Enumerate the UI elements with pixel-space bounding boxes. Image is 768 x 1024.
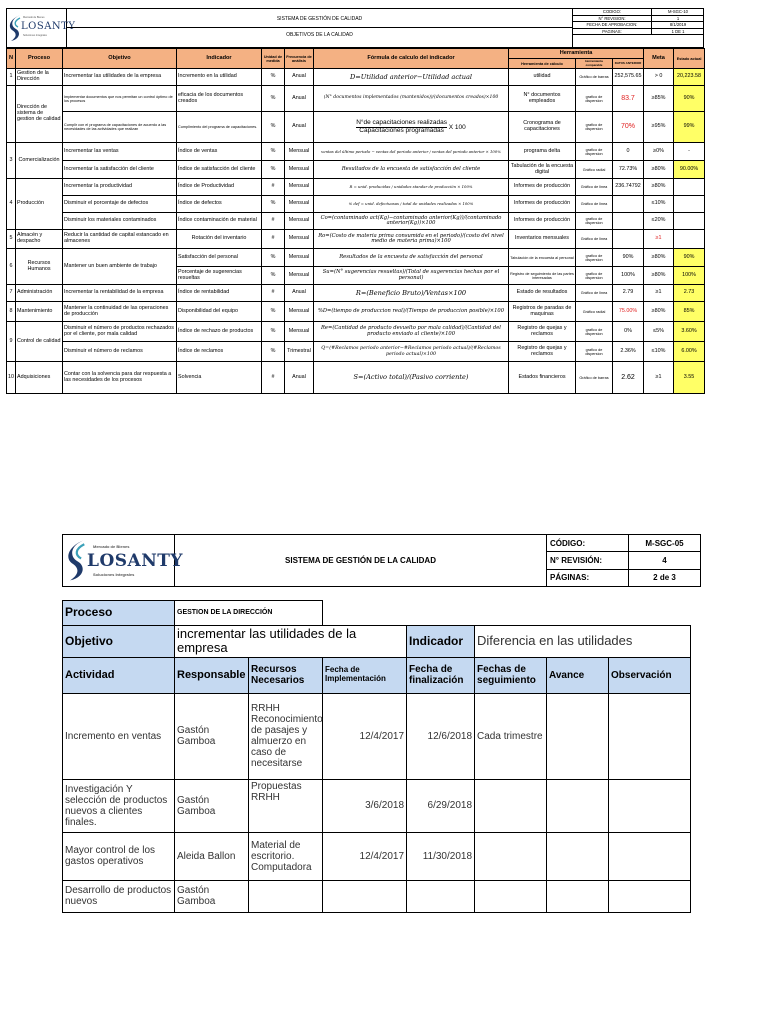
sheet-title: SISTEMA DE GESTIÓN DE CALIDAD — [276, 16, 363, 22]
col-objetivo: Objetivo — [63, 49, 177, 69]
paginas-value: 2 de 3 — [629, 569, 701, 586]
codigo-value: M-SGC-05 — [629, 535, 701, 552]
proceso-value: GESTION DE LA DIRECCIÓN — [175, 601, 323, 626]
meta-row-revision: N° REVISION: 1 — [573, 16, 703, 23]
losanty-logo-2 — [67, 538, 184, 584]
col-formula: Fórmula de calculo del indicador — [314, 49, 509, 69]
table-row: 1 Gestion de la Dirección Incrementar las utilidades de la empresa Incremento en la utilidad % Anual D=Utilidad anterior−Utilidad actual utilidad Gráfico de barras 252,575.65 > 0 20,223.58 — [7, 69, 705, 86]
col-proceso: Proceso — [16, 49, 63, 69]
table-row: 9 Control de calidad Disminuir el número de productos rechazados por el cliente, por mala calidad Índice de rechazo de productos % Mensual Re=(Cantidad de producto devuelto por mala calidad)/(Cantidad del producto enviado al cliente)×100 Registro de quejas y reclamos grafico de dispersion 0% ≤5% 3.60% — [7, 322, 705, 342]
codigo-label: CÓDIGO: — [547, 535, 629, 552]
logo-cell — [7, 9, 76, 47]
col-indicador: Indicador — [177, 49, 262, 69]
table-row: 7 Administración Incrementar la rentabilidad de la empresa Índice de rentabilidad # Anual R=(Beneficio Bruto)/Ventas×100 Estado de resultados Gráfico de linea 2.79 ≥1 2.73 — [7, 285, 705, 302]
table-row: Disminuir el número de reclamos Índice de reclamos % Trimestral Q=(#Reclamos periodo anterior−#Reclamos periodo actual)/(#Reclamos periodo actual)×100 Registro de quejas y reclamos grafico de dispersion 2.36% ≤10% 6.00% — [7, 342, 705, 362]
activity-row: Mayor control de los gastos operativos Aleida Ballon Material de escritorio. Computadora 12/4/2017 11/30/2018 — [63, 832, 691, 880]
col-unidad: Unidad de medida — [262, 49, 285, 69]
paginas-label: PÁGINAS: — [547, 569, 629, 586]
hdr-actividad: Actividad — [63, 657, 175, 693]
action-plan-sheet — [62, 534, 702, 908]
col-n: N — [7, 49, 16, 69]
indicador-label: Indicador — [407, 626, 475, 658]
losanty-logo — [9, 13, 76, 43]
objectives-table — [6, 48, 705, 394]
logo-cell-2 — [63, 535, 184, 587]
table-row: Dirección de sistema de gestion de calidad Implementar documentos que nos permitan un control óptimo de los procesos eficacia de los documentos creados % Anual (N° documentos implementados (mantenidos))/(documentos creados)×100 N° documentos empleados grafico de dispersion 83.7 ≥85% 90% — [7, 86, 705, 112]
table-row: 4 Producción Incrementar la productividad Índice de Productividad # Mensual R = unid. producidas / unidades standar de producción × 100% Informes de producción Gráfico de linea 236.74792 ≥80% — [7, 179, 705, 196]
table-row: 8 Mantenimiento Mantener la continuidad de las operaciones de producción Disponibilidad del equipo % Mensual %D=(tiempo de produccion real)/(Tiempo de produccion posible)×100 Registros de paradas de maquinas Gráfico radial 75.00% ≥80% 85% — [7, 302, 705, 322]
meta-row-paginas: PAGINAS: 1 DE 1 — [573, 29, 703, 36]
meta-row-aprobacion: FECHA DE APROBACION: 8/1/2019 — [573, 22, 703, 29]
logo-tagline-top: Mercado de Bienes — [93, 544, 130, 549]
activity-row: Incremento en ventas Gastón Gamboa RRHH Reconocimiento de pasajes y almuerzo en caso de necesitarse 12/4/2017 12/6/2018 Cada trimestre — [63, 693, 691, 779]
meta-row-codigo: CODIGO: M-SGC-10 — [573, 9, 703, 16]
objetivo-label: Objetivo — [63, 626, 175, 658]
activity-row: Desarrollo de productos nuevos Gastón Gamboa — [63, 880, 691, 912]
table-row: 5 Almacén y despacho Reducir la cantidad de capital estancado en almacenes Rotación del inventario # Mensual Ro=(Costo de materia prima consumida en el periodo)/(costo del nivel medio de materia prima)×100 Inventarios mensuales Gráfico de linea ≥1 — [7, 230, 705, 249]
hdr-fecha-implementacion: Fecha de Implementación — [323, 657, 407, 693]
table-row: 3 Comercialización Incrementar las ventas Índice de ventas % Mensual ventas del último periodo − ventas del periodo anterior / ventas del periodo anterior × 100% programa delta grafico de dispersion 0 ≥0% - — [7, 143, 705, 161]
meta-cell — [573, 9, 703, 47]
indicador-value: Diferencia en las utilidades — [475, 626, 691, 658]
col-frecuencia: Frecuencia de análisis — [285, 49, 314, 69]
table-row: Disminuir los materiales contaminados Índice contaminación de material # Mensual Co=(contaminado act(Kg)−contaminado anterior(Kg))/(contaminado anterior(Kg))×100 Informes de producción grafico de dispersion ≤20% — [7, 213, 705, 230]
logo-tagline-bottom: Soluciones Integrales — [93, 572, 135, 577]
hdr-responsable: Responsable — [175, 657, 249, 693]
table-row: 6 Recursos Humanos Mantener un buen ambiente de trabajo Satisfacción del personal % Mensual Resultados de la encuesta de satisfacción del personal Tabulación de la encuesta al personal grafico de dispersion 90% ≥80% 90% — [7, 249, 705, 267]
col-herr-comparable: Herramienta comparable — [576, 59, 613, 69]
table-row: Disminuir el porcentaje de defectos Índice de defectos % Mensual % def = unid. defectuosas / total de unidades realizadas × 100% Informes de producción Gráfico de linea ≤10% — [7, 196, 705, 213]
sheet-subtitle: OBJETIVOS DE LA CALIDAD — [286, 32, 353, 38]
logo-brand: LOSANTY — [87, 551, 184, 571]
col-herramienta: Herramienta — [509, 49, 644, 59]
col-estado: Estado actual — [674, 49, 705, 69]
logo-tagline-top: Mercado de Bienes — [23, 16, 45, 19]
hdr-fechas-seguimiento: Fechas de seguimiento — [475, 657, 547, 693]
action-plan-header — [62, 534, 701, 587]
proceso-direccion-sistema: Dirección de sistema de gestion de calidad — [16, 86, 63, 143]
hdr-recursos: Recursos Necesarios — [249, 657, 323, 693]
action-plan-title: SISTEMA DE GESTIÓN DE LA CALIDAD — [175, 535, 547, 587]
col-meta: Meta — [644, 49, 674, 69]
table-row: Incrementar la satisfacción del cliente Índice de satisfacción del cliente % Mensual Resultados de la encuesta de satisfacción del cliente Tabulación de la encuesta digital Gráfico radial 72.73% ≥80% 90.00% — [7, 161, 705, 179]
hdr-fecha-finalizacion: Fecha de finalización — [407, 657, 475, 693]
table-row: Porcentaje de sugerencias resueltas % Mensual Su=(N° sugerencias resueltas)/(Total de sugerencias hechas por el personal) Registro de seguimiento de las partes interesadas grafico de dispersion 100% ≥80% 100% — [7, 267, 705, 285]
sheet-header — [6, 8, 704, 48]
col-dato: DATOS ANTERIOR — [613, 59, 644, 69]
table-row: Cumplir con el programa de capacitaciones de acuerdo a las necesidades de las actividades que realizan Cumplimiento del programa de capacitaciones. % Anual N°de capacitaciones realizadas Capacitaciones programadas X 100 Cronograma de capacitaciones grafico de dispersion 70% ≥95% 99% — [7, 112, 705, 143]
activity-row: Investigación Y selección de productos nuevos a clientes finales. Gastón Gamboa Propuestas RRHH 3/6/2018 6/29/2018 — [63, 779, 691, 832]
col-herr-calculo: Herramienta de cálculo — [509, 59, 576, 69]
logo-tagline-bottom: Soluciones Integrales — [23, 34, 47, 37]
revision-value: 4 — [629, 552, 701, 569]
activities-table — [62, 600, 691, 913]
objetivo-value: incrementar las utilidades de la empresa — [175, 626, 407, 658]
proceso-label: Proceso — [63, 601, 175, 626]
logo-brand: LOSANTY — [21, 21, 76, 32]
logo-swoosh-icon — [67, 538, 89, 582]
quality-objectives-sheet — [6, 8, 704, 394]
table-row: 10 Adquisiciones Contar con la solvencia para dar respuesta a las necesidades de los procesos Solvencia # Anual S=(Activo total)/(Pasivo corriente) Estados financieros Gráfico de barras 2.62 ≥1 3.55 — [7, 362, 705, 394]
title-cell — [67, 9, 573, 47]
revision-label: N° REVISIÓN: — [547, 552, 629, 569]
hdr-observacion: Observación — [609, 657, 691, 693]
hdr-avance: Avance — [547, 657, 609, 693]
